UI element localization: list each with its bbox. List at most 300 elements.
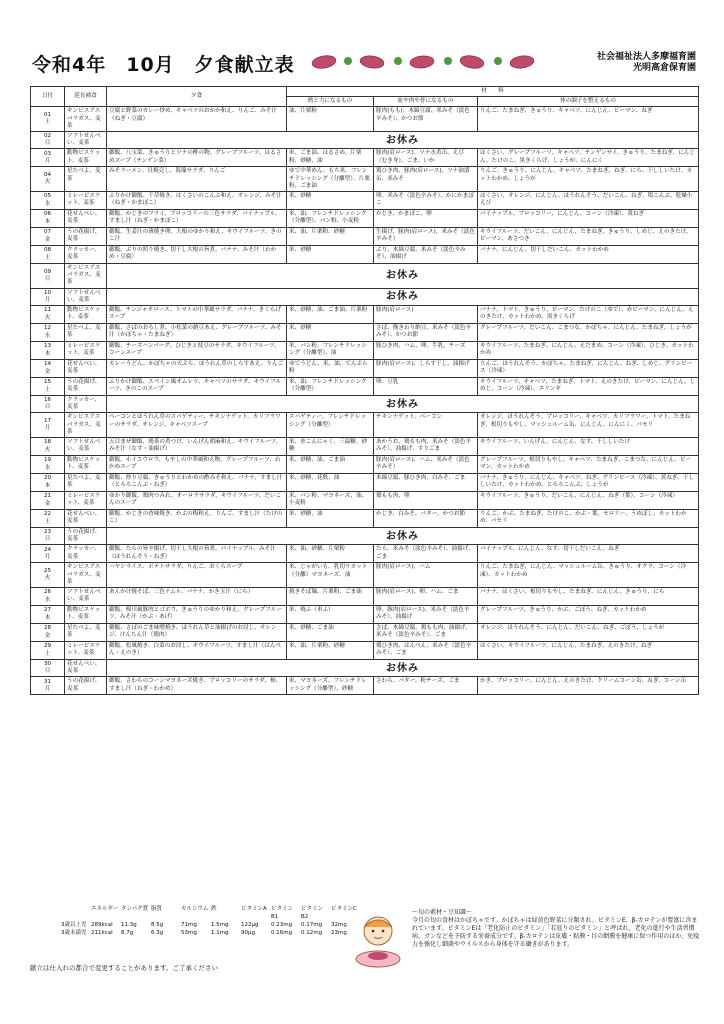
energy-cell: 米、油、フレンチドレッシング（分離型）、パン粉、小麦粉 xyxy=(287,210,374,228)
holiday-label: お休み xyxy=(107,528,699,545)
day-number: 28 xyxy=(43,625,52,632)
menu-header: 夕食 xyxy=(107,87,287,107)
date-cell xyxy=(31,288,65,305)
table-row xyxy=(31,360,699,378)
date-cell xyxy=(31,642,65,660)
day-number: 26 xyxy=(43,589,52,596)
snack-cell: ソフトせんべい、麦茶 xyxy=(65,132,107,149)
weekday: 月 xyxy=(44,157,51,164)
body-cell: さわら、バター、粉チーズ、ごま xyxy=(374,677,478,695)
menu-page xyxy=(30,38,698,695)
menu-cell: 御飯、ぶりの照り焼き、切干し大根の旨煮、バナナ、みそ汁（わかめ・豆腐） xyxy=(107,246,287,264)
table-row xyxy=(31,107,699,132)
table-row xyxy=(31,624,699,642)
body-cell: チキンナゲット、ベーコン xyxy=(374,413,478,438)
snack-cell: クラッカー、麦茶 xyxy=(65,396,107,413)
menu-cell: 御飯、さばのごま味噌焼き、ほうれん草と油揚げのお浸し、オレンジ、けんちん汁（鶏肉） xyxy=(107,624,287,642)
menu-cell: 御飯、チーズハンバーグ、ひじきと枝豆のサラダ、キウイフルーツ、コーンスープ xyxy=(107,342,287,360)
weekday: 木 xyxy=(44,350,51,357)
menu-cell: ハヤシライス、ポテトサラダ、りんご、おくらスープ xyxy=(107,563,287,588)
date-cell xyxy=(31,324,65,342)
snack-cell: ミレービスケット、麦茶 xyxy=(65,642,107,660)
energy-header: 熱と力になるもの xyxy=(287,97,374,107)
date-cell xyxy=(31,378,65,396)
day-number: 16 xyxy=(43,397,52,404)
date-cell xyxy=(31,545,65,563)
footer xyxy=(30,905,698,985)
weekday: 日 xyxy=(44,536,51,543)
day-number: 08 xyxy=(43,247,52,254)
weekday: 木 xyxy=(44,482,51,489)
sweet-potato-illustration xyxy=(310,52,550,72)
energy-cell: 米、砂糖、花麩、油 xyxy=(287,474,374,492)
weekday: 月 xyxy=(44,296,51,303)
date-cell xyxy=(31,606,65,624)
nutrition-value: 0.16mg xyxy=(271,930,293,936)
day-number: 03 xyxy=(43,150,52,157)
menu-table xyxy=(30,86,699,695)
snack-cell: 星たべよ、麦茶 xyxy=(65,624,107,642)
page-header xyxy=(30,38,698,86)
nutrition-header: カルシウム xyxy=(181,906,209,912)
energy-cell: 油、片栗粉 xyxy=(287,107,374,132)
date-cell xyxy=(31,342,65,360)
energy-cell: 米、油、片栗粉、砂糖 xyxy=(287,642,374,660)
date-cell xyxy=(31,210,65,228)
energy-cell: 米、油、フレンチドレッシング（分離型） xyxy=(287,378,374,396)
nutrition-value: 8.5g xyxy=(151,922,164,928)
menu-cell: 御飯、桜川風豚肉とゴボウ、きゅうりのゆかり和え、グレープフルーツ、みそ汁（かぶ・あげ） xyxy=(107,606,287,624)
snack-cell: ミレービスケット、麦茶 xyxy=(65,492,107,510)
condition-cell: キウイフルーツ、たまねぎ、にんじん、えだまめ、コーン（冷凍）、ひじき、カットわかめ xyxy=(478,342,699,360)
table-row xyxy=(31,456,699,474)
weekday: 金 xyxy=(44,368,51,375)
energy-cell: 米、焼ふ（車ふ） xyxy=(287,606,374,624)
snack-cell: ギンビスアスパラガス、麦茶 xyxy=(65,413,107,438)
snack-cell: 動物ビスケット、麦茶 xyxy=(65,606,107,624)
menu-cell: 御飯、かじきのフライ、ブロッコリーの三色サラダ、パイナップル、すまし汁（ねぎ・かまぼこ） xyxy=(107,210,287,228)
table-row xyxy=(31,396,699,413)
table-row xyxy=(31,660,699,677)
day-number: 25 xyxy=(43,568,52,575)
body-cell: あかうお、鶏もも肉、米みそ（淡色辛みそ）、油揚げ、すりごま xyxy=(374,438,478,456)
nutrition-value: 0.12mg xyxy=(301,930,323,936)
snack-cell: ミレービスケット、麦茶 xyxy=(65,342,107,360)
snack-cell: 星たべよ、麦茶 xyxy=(65,474,107,492)
body-cell: 生揚げ、豚肉(肩ロース)、米みそ（淡色辛みそ） xyxy=(374,228,478,246)
weekday: 月 xyxy=(44,553,51,560)
day-number: 13 xyxy=(43,343,52,350)
snack-cell: クラッカー、麦茶 xyxy=(65,545,107,563)
snack-cell: 花せんべい、麦茶 xyxy=(65,210,107,228)
nutrition-value: 122μg xyxy=(241,922,259,928)
condition-cell: オレンジ、ほうれんそう、ブロッコリー、キャベツ、カリフラワー、トマト、たまねぎ、根切りもやし、マッシュルーム缶、にんじん、にんにく、パセリ xyxy=(478,413,699,438)
day-number: 12 xyxy=(43,325,52,332)
snack-cell: ギンビスアスパラガス、麦茶 xyxy=(65,563,107,588)
weekday: 日 xyxy=(44,668,51,675)
condition-cell: りんご、ほうれんそう、かぼちゃ、たまねぎ、にんじん、ねぎ、しめじ、グリンピース（冷凍） xyxy=(478,360,699,378)
day-number: 06 xyxy=(43,211,52,218)
date-cell xyxy=(31,360,65,378)
condition-cell: オレンジ、ほうれんそう、にんじん、だいこん、ねぎ、ごぼう、しょうが xyxy=(478,624,699,642)
condition-cell: はくさい、グレープフルーツ、キャベツ、チンゲンサイ、きゅうり、たまねぎ、にんじん、たけのこ、黒きくらげ、しょうが、にんにく xyxy=(478,149,699,167)
menu-cell: 御飯、八宝菜、きゅうりとツナの酢の物、グレープフルーツ、はるさめスープ（チンゲン菜） xyxy=(107,149,287,167)
energy-cell: 米、油、砂糖、片栗粉 xyxy=(287,545,374,563)
seasonal-column xyxy=(412,909,702,949)
weekday: 火 xyxy=(44,575,51,582)
weekday: 水 xyxy=(44,332,51,339)
condition-cell: りんご、たまねぎ、きゅうり、キャベツ、にんじん、ピーマン、ねぎ xyxy=(478,107,699,132)
nutrition-value: 6.3g xyxy=(151,930,164,936)
table-row xyxy=(31,413,699,438)
date-header: 日付 xyxy=(31,87,65,107)
date-cell xyxy=(31,677,65,695)
nutrition-header: ビタミンB1 xyxy=(271,906,294,920)
date-cell xyxy=(31,624,65,642)
body-cell: 卵、豆乳 xyxy=(374,378,478,396)
body-cell: 卵、米みそ（淡色辛みそ）、かにかまぼこ xyxy=(374,192,478,210)
snack-cell: ソフトせんべい、麦茶 xyxy=(65,588,107,606)
energy-cell: 米、砂糖、油、ごま油 xyxy=(287,456,374,474)
energy-cell: 米、パン粉、フレンチドレッシング（分離型）、油 xyxy=(287,342,374,360)
body-cell: さば、木綿豆腐、鶏もも肉、油揚げ、米みそ（淡色辛みそ）、ごま xyxy=(374,624,478,642)
seasonal-column-title: 〜旬の素材・豆知識〜 xyxy=(412,909,473,916)
snack-cell: 星たべよ、麦茶 xyxy=(65,167,107,192)
weekday: 土 xyxy=(44,650,51,657)
nutrition-value: 32mg xyxy=(331,922,347,928)
date-cell xyxy=(31,246,65,264)
day-number: 27 xyxy=(43,607,52,614)
energy-cell: 米、砂糖 xyxy=(287,192,374,210)
condition-header: 体の調子を整えるもの xyxy=(478,97,699,107)
energy-cell: 焼きそば麺、片栗粉、ごま油 xyxy=(287,588,374,606)
weekday: 土 xyxy=(44,518,51,525)
snack-cell: ソフトせんべい、麦茶 xyxy=(65,438,107,456)
date-cell xyxy=(31,528,65,545)
energy-cell: 米、砂糖 xyxy=(287,246,374,264)
menu-cell: 御飯、さばのおろし煮、小松菜の納豆あえ、グレープフルーツ、みそ汁（かぼちゃ・たまねぎ） xyxy=(107,324,287,342)
day-number: 01 xyxy=(43,112,52,118)
table-row xyxy=(31,642,699,660)
nutrition-value: 0.23mg xyxy=(271,922,293,928)
day-number: 22 xyxy=(43,511,52,518)
snack-cell: ギンビスアスパラガス、麦茶 xyxy=(65,264,107,289)
snack-header: 延長補食 xyxy=(65,87,107,107)
snack-cell: 動物ビスケット、麦茶 xyxy=(65,456,107,474)
condition-cell: キウイフルーツ、だいこん、にんじん、たまねぎ、きゅうり、しめじ、えのきたけ、ピーマン、あさつき xyxy=(478,228,699,246)
body-cell: 豚肉(肩ロース)、しらす干し、油揚げ xyxy=(374,360,478,378)
nutrition-header: ビタミンB2 xyxy=(301,906,324,920)
date-cell xyxy=(31,306,65,324)
condition-cell: グレープフルーツ、根切りもやし、キャベツ、たまねぎ、こまつな、にんじん、ピーマン、カットわかめ xyxy=(478,456,699,474)
weekday: 金 xyxy=(44,236,51,243)
menu-cell: あんかけ焼そば、三色ナムル、バナナ、かき玉汁（にら） xyxy=(107,588,287,606)
weekday: 木 xyxy=(44,218,51,225)
weekday: 水 xyxy=(44,596,51,603)
date-cell xyxy=(31,474,65,492)
condition-cell: バナナ、トマト、きゅうり、ピーマン、たけのこ（ゆで）、赤ピーマン、にんじん、えのきたけ、カットわかめ、黒きくらげ xyxy=(478,306,699,324)
energy-cell: 米、パン粉、マヨネーズ、油、小麦粉 xyxy=(287,492,374,510)
menu-cell: 御飯、生姜汁の薄焼き卵、大根のゆかり和え、キウイフルーツ、きのこ汁 xyxy=(107,228,287,246)
menu-cell: ふりかけ御飯、スペイン風オムレツ、キャベツのサラダ、キウイフルーツ、きのこのスープ xyxy=(107,378,287,396)
menu-cell: 五目まぜ御飯、鶏茶の煮つけ、いんげん胡麻和え、キウイフルーツ、みそ汁（なす・油揚げ） xyxy=(107,438,287,456)
date-cell xyxy=(31,149,65,167)
day-number: 31 xyxy=(43,678,52,685)
weekday: 火 xyxy=(44,314,51,321)
table-row xyxy=(31,510,699,528)
condition-cell: キウイフルーツ、きゅうり、だいこん、にんじん、ねぎ（葉）、コーン（冷凍） xyxy=(478,492,699,510)
date-cell xyxy=(31,264,65,289)
body-cell: 豚肉(肩ロース)、ツナ水煮缶、えび（むき身）、ごま、いか xyxy=(374,149,478,167)
table-row xyxy=(31,132,699,149)
table-row xyxy=(31,149,699,167)
weekday: 水 xyxy=(44,464,51,471)
holiday-label: お休み xyxy=(107,288,699,305)
body-cell: ぶり、木綿豆腐、米みそ（淡色辛みそ）、油揚げ xyxy=(374,246,478,264)
energy-cell: スパゲティー、フレンチドレッシング（分離型） xyxy=(287,413,374,438)
weekday: 日 xyxy=(44,275,51,282)
condition-cell: グレープフルーツ、だいこん、こまつな、かぼちゃ、にんじん、たまねぎ、しょうが xyxy=(478,324,699,342)
date-cell xyxy=(31,413,65,438)
condition-cell: りんご、かぶ、たまねぎ、たけのこ、かぶ・葉、セロリー、うめぼし、カットわかめ、パセリ xyxy=(478,510,699,528)
table-row xyxy=(31,528,699,545)
energy-cell: 米、じゃがいも、乳切りカット（分離）マヨネーズ、油 xyxy=(287,563,374,588)
table-header-row xyxy=(31,87,699,97)
nutrition-value: 0.17mg xyxy=(301,922,323,928)
menu-cell: 御飯、たらの旨辛揚げ、切干し大根の旨煮、パイナップル、みそ汁（ほうれんそう・ねぎ） xyxy=(107,545,287,563)
snack-cell: 動物ビスケット、麦茶 xyxy=(65,149,107,167)
menu-cell: みそラーメン、貝焼売し、海藻サラダ、りんご xyxy=(107,167,287,192)
menu-cell: ベーコンとほうれん草のスパゲティー、チキンナゲット、カリフラワーのサラダ、オレンジ、キャベツスープ xyxy=(107,413,287,438)
menu-cell: カレーうどん、かぼちゃの天ぷら、ほうれん草のしらすあえ、りんご xyxy=(107,360,287,378)
day-number: 11 xyxy=(43,307,52,314)
nutrition-value: 90μg xyxy=(241,930,255,936)
day-number: 19 xyxy=(43,457,52,464)
table-row xyxy=(31,288,699,305)
body-cell: 卵、豚肉(肩ロース)、米みそ（淡色辛みそ）、油揚げ xyxy=(374,606,478,624)
nutrition-value: 8.7g xyxy=(121,930,134,936)
table-row xyxy=(31,588,699,606)
body-cell: 豚肉(肩ロース)、卵、ハム、ごま xyxy=(374,588,478,606)
body-cell: 鶏もも肉、卵 xyxy=(374,492,478,510)
day-number: 07 xyxy=(43,229,52,236)
weekday: 月 xyxy=(44,425,51,432)
day-number: 24 xyxy=(43,546,52,553)
table-row xyxy=(31,210,699,228)
snack-cell: 星たべよ、麦茶 xyxy=(65,324,107,342)
snack-cell: ソフトせんべい、麦茶 xyxy=(65,288,107,305)
day-number: 02 xyxy=(43,133,52,140)
menu-cell: 豆腐と野菜のカレー炒め、キャベツのおかか和え、りんご、みそ汁（ねぎ・豆腐） xyxy=(107,107,287,132)
condition-cell: バナナ、はくさい、根切りもやし、たまねぎ、にんじん、きゅうり、にら xyxy=(478,588,699,606)
day-number: 10 xyxy=(43,289,52,296)
body-cell: 木綿豆腐、豚ひき肉、白みそ、ごま xyxy=(374,474,478,492)
condition-cell: キウイフルーツ、いんげん、にんじん、なす、干ししいたけ xyxy=(478,438,699,456)
date-cell xyxy=(31,492,65,510)
table-row xyxy=(31,192,699,210)
snack-cell: 花せんべい、麦茶 xyxy=(65,510,107,528)
menu-cell: 御飯、松風焼き、白菜のお浸し、キウイフルーツ、すまし汁（はんぺん・えのき） xyxy=(107,642,287,660)
nutrition-header: エネルギー xyxy=(91,906,119,912)
menu-cell: 御飯、ホイコウロウ、もやしの中華風和え物、グレープフルーツ、わかめスープ xyxy=(107,456,287,474)
condition-cell: グレープフルーツ、きゅうり、かぶ、ごぼう、ねぎ、カットわかめ xyxy=(478,606,699,624)
day-number: 04 xyxy=(43,172,52,179)
weekday: 金 xyxy=(44,632,51,639)
table-row xyxy=(31,264,699,289)
weekday: 土 xyxy=(44,386,51,393)
day-number: 09 xyxy=(43,268,52,275)
snack-cell: クラッカー、麦茶 xyxy=(65,246,107,264)
energy-cell: 米、砂糖、油 xyxy=(287,510,374,528)
nutrition-value: 289kcal xyxy=(91,922,113,928)
table-row xyxy=(31,306,699,324)
weekday: 土 xyxy=(44,254,51,261)
nutrition-value: 53mg xyxy=(181,930,197,936)
body-cell: 豚ひき肉、ハム、卵、牛乳、チーズ xyxy=(374,342,478,360)
snack-cell: ミレービスケット、麦茶 xyxy=(65,192,107,210)
day-number: 30 xyxy=(43,661,52,668)
page-title: 令和4年 10月 夕食献立表 xyxy=(32,54,295,76)
weekday: 土 xyxy=(44,119,51,126)
condition-cell: パイナップル、にんじん、なす、切干しだいこん、ねぎ xyxy=(478,545,699,563)
child-eating-illustration xyxy=(348,911,408,969)
day-number: 15 xyxy=(43,379,52,386)
weekday: 日 xyxy=(44,140,51,147)
body-cell: 豚肉(肩ロース)、ハム、米みそ（淡色辛みそ） xyxy=(374,456,478,474)
energy-cell: ゆで中華めん、もち米、フレンチドレッシング（分離型）、片栗粉、ごま油 xyxy=(287,167,374,192)
body-cell: たら、米みそ（淡色辛みそ）、油揚げ、ごま xyxy=(374,545,478,563)
condition-cell: キウイフルーツ、キャベツ、たまねぎ、トマト、えのきたけ、ピーマン、にんじん、しめじ、コーン（冷凍）、エリンギ xyxy=(478,378,699,396)
nutrition-value: 71mg xyxy=(181,922,197,928)
table-row xyxy=(31,167,699,192)
organization-name: 社会福祉法人多摩福育園 光明高倉保育園 xyxy=(596,52,696,73)
body-cell: かじき、かまぼこ、卵 xyxy=(374,210,478,228)
table-row xyxy=(31,378,699,396)
nutrition-row-label: 3歳未満児 xyxy=(61,930,87,936)
condition-cell: かき、ブロッコリー、にんじん、えのきたけ、クリームコーン缶、ねぎ、コーン缶 xyxy=(478,677,699,695)
holiday-label: お休み xyxy=(107,396,699,413)
day-number: 05 xyxy=(43,193,52,200)
date-cell xyxy=(31,228,65,246)
day-number: 29 xyxy=(43,643,52,650)
weekday: 火 xyxy=(44,179,51,186)
snack-cell: うの花揚げ、麦茶 xyxy=(65,228,107,246)
weekday: 木 xyxy=(44,614,51,621)
day-number: 20 xyxy=(43,475,52,482)
nutrition-header: ビタミンA xyxy=(241,906,267,912)
holiday-label: お休み xyxy=(107,660,699,677)
nutrition-row-label: 3歳以上児 xyxy=(61,922,87,928)
nutrition-header: 鉄 xyxy=(211,906,217,912)
body-cell: 豚肉(肩ロース) xyxy=(374,306,478,324)
condition-cell: りんご、たまねぎ、にんじん、マッシュルーム缶、きゅうり、オクラ、コーン（冷凍）、カットわかめ xyxy=(478,563,699,588)
date-cell xyxy=(31,132,65,149)
nutrition-value: 1.1mg xyxy=(211,930,229,936)
menu-rows xyxy=(31,107,699,695)
nutrition-header: ビタミンC xyxy=(331,906,357,912)
day-number: 14 xyxy=(43,361,52,368)
nutrition-value: 211kcal xyxy=(91,930,113,936)
date-cell xyxy=(31,167,65,192)
energy-cell: 米、糸こんにゃく、三温糖、砂糖 xyxy=(287,438,374,456)
body-cell: 豚肉(肩ロース)、ハム xyxy=(374,563,478,588)
body-cell: 豚肉(もも)、木綿豆腐、米みそ（淡色辛みそ）、かつお節 xyxy=(374,107,478,132)
weekday: 水 xyxy=(44,200,51,207)
nutrition-value: 11.3g xyxy=(121,922,137,928)
day-number: 21 xyxy=(43,493,52,500)
nutrition-header: タンパク質 xyxy=(121,906,149,912)
day-number: 23 xyxy=(43,529,52,536)
snack-cell: 花せんべい、麦茶 xyxy=(65,360,107,378)
snack-cell: ギンビスアスパラガス、麦茶 xyxy=(65,107,107,132)
date-cell xyxy=(31,438,65,456)
nutrition-value: 23mg xyxy=(331,930,347,936)
energy-cell: 米、油、片栗粉、砂糖 xyxy=(287,228,374,246)
date-cell xyxy=(31,456,65,474)
table-row xyxy=(31,563,699,588)
energy-cell: 米、マヨネーズ、フレンチドレッシング（分離型）、砂糖 xyxy=(287,677,374,695)
condition-cell: パイナップル、ブロッコリー、にんじん、コーン（冷凍）、黄ねぎ xyxy=(478,210,699,228)
body-cell: さば、挽きわり納豆、米みそ（淡色辛みそ）、かつお節 xyxy=(374,324,478,342)
materials-header: 材 料 xyxy=(287,87,699,97)
table-row xyxy=(31,438,699,456)
seasonal-column-body: 今月の旬の食材はかぼちゃです。かぼちゃは緑黄色野菜に分類され、ビタミンE、β-カロテンが豊富に含まれています。ビタミンEは「老化防止のビタミン」「若返りのビタミン」と呼ばれ、老化の進行や生活習慣病、ガンなどを予防する栄養成分です。β-カロテンは皮膚・粘膜・目の網膜を健康に保つ作用のほか、免疫力を強化し細菌やウイルスから身体を守る働きがあります。 xyxy=(412,917,700,948)
date-cell xyxy=(31,660,65,677)
table-row xyxy=(31,324,699,342)
table-row xyxy=(31,228,699,246)
condition-cell: はくさい、オレンジ、にんじん、ほうれんそう、だいこん、ねぎ、塩こんぶ、乾燥小えび xyxy=(478,192,699,210)
snack-cell: 動物ビスケット、麦茶 xyxy=(65,306,107,324)
date-cell xyxy=(31,563,65,588)
body-header: 血や肉や骨になるもの xyxy=(374,97,478,107)
table-row xyxy=(31,246,699,264)
table-row xyxy=(31,677,699,695)
menu-cell: 御飯、チンジャオロース、トマトの中華風サラダ、バナナ、きくらげスープ xyxy=(107,306,287,324)
nutrition-value: 1.5mg xyxy=(211,922,229,928)
nutrition-table xyxy=(60,905,360,937)
snack-cell: うの花揚げ、麦茶 xyxy=(65,528,107,545)
day-number: 18 xyxy=(43,439,52,446)
snack-cell: 花せんべい、麦茶 xyxy=(65,660,107,677)
body-cell: 鶏ひき肉、豚肉(肩ロース)、ツナ油漬缶、米みそ xyxy=(374,167,478,192)
energy-cell: 米、砂糖 xyxy=(287,324,374,342)
menu-cell: 御飯、さわらのコーンマヨネーズ焼き、ブロッコリーのサラダ、柿、すまし汁（ねぎ・わかめ） xyxy=(107,677,287,695)
table-row xyxy=(31,342,699,360)
table-row xyxy=(31,606,699,624)
holiday-label: お休み xyxy=(107,264,699,289)
weekday: 火 xyxy=(44,446,51,453)
menu-cell: ゆかり御飯、鶏肉つみれ、オーロラサラダ、キウイフルーツ、だいこんのスープ xyxy=(107,492,287,510)
nutrition-header: 脂質 xyxy=(151,906,163,912)
menu-cell: ふりかけ御飯、千草焼き、はくさいのこんぶ和え、オレンジ、みそ汁（ねぎ・かまぼこ） xyxy=(107,192,287,210)
date-cell xyxy=(31,588,65,606)
date-cell xyxy=(31,107,65,132)
condition-cell: はくさい、キウイフルーツ、にんじん、たまねぎ、えのきたけ、ねぎ xyxy=(478,642,699,660)
weekday: 日 xyxy=(44,404,51,411)
holiday-label: お休み xyxy=(107,132,699,149)
date-cell xyxy=(31,510,65,528)
body-cell: かじき、白みそ、バター、かつお節 xyxy=(374,510,478,528)
menu-cell: 御飯、炒り豆腐、きゅうりとわかめの酢みそ和え、バナナ、すまし汁（とろろこんぶ・ねぎ） xyxy=(107,474,287,492)
energy-cell: 米、ごま油、はるさめ、片栗粉、砂糖、油 xyxy=(287,149,374,167)
condition-cell: りんご、きゅうり、にんじん、キャベツ、たまねぎ、ねぎ、にら、干ししいたけ、カットわかめ、しょうが xyxy=(478,167,699,192)
date-cell xyxy=(31,396,65,413)
weekday: 月 xyxy=(44,685,51,692)
day-number: 17 xyxy=(43,418,52,425)
table-row xyxy=(31,474,699,492)
change-notice: 献立は仕入れの都合で変更することがあります。ご了承ください xyxy=(30,964,218,972)
condition-cell: バナナ、きゅうり、にんじん、キャベツ、ねぎ、グリンピース（冷凍）、黄ねぎ、干ししいたけ、カットわかめ、とろろこんぶ、しょうが xyxy=(478,474,699,492)
